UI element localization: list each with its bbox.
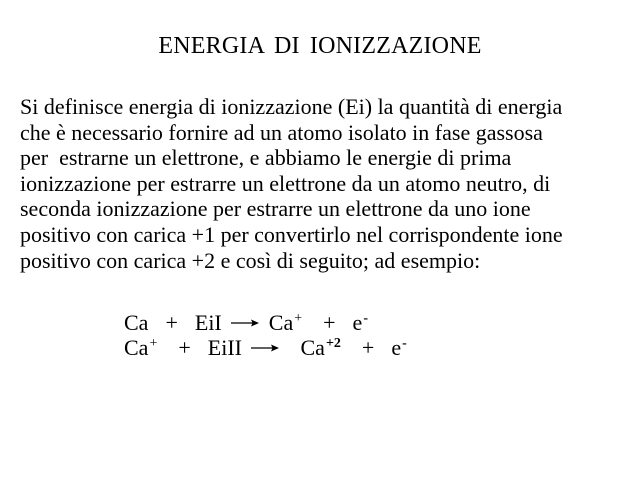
reactant-charge: + (149, 336, 158, 351)
paragraph-line: che è necessario fornire ad un atomo isolato in fase gassosa (20, 119, 543, 145)
product-charge: +2 (325, 336, 341, 351)
electron-symbol: e (352, 310, 363, 335)
second-ionization-equation (124, 335, 407, 360)
reaction-arrow-icon (231, 318, 259, 328)
paragraph-line: positivo con carica +1 per convertirlo nel corrispondente ione (20, 221, 563, 247)
plus-sign: + (178, 335, 191, 360)
electron-charge: - (402, 336, 407, 351)
plus-sign: + (361, 335, 375, 360)
first-ionization-equation (124, 310, 407, 335)
product-symbol: Ca (268, 310, 294, 335)
ionization-energy-label: EiI (194, 310, 222, 335)
plus-sign: + (165, 310, 178, 335)
reaction-arrow-icon (251, 343, 279, 353)
ionization-energy-label: EiII (207, 335, 242, 360)
electron-charge: - (363, 311, 368, 326)
paragraph-line: Si definisce energia di ionizzazione (Ei) la quantità di energia (20, 94, 563, 119)
plus-sign: + (323, 310, 336, 335)
slide-title: ENERGIA DI IONIZZAZIONE (158, 33, 482, 59)
reactant-symbol: Ca (124, 335, 149, 360)
paragraph-line: ionizzazione per estrarre un elettrone da un atomo neutro, di (20, 170, 551, 196)
paragraph-line: positivo con carica +2 e così di seguito; ad esempio: (20, 247, 481, 273)
product-symbol: Ca (300, 335, 325, 360)
product-charge: + (294, 311, 303, 326)
definition-paragraph (20, 94, 620, 273)
paragraph-line: seconda ionizzazione per estrarre un elettrone da uno ione (20, 196, 531, 222)
electron-symbol: e (391, 335, 402, 360)
reactant-symbol: Ca (124, 310, 149, 335)
example-equations (124, 310, 407, 360)
paragraph-line: per estrarne un elettrone, e abbiamo le energie di prima (20, 145, 512, 171)
